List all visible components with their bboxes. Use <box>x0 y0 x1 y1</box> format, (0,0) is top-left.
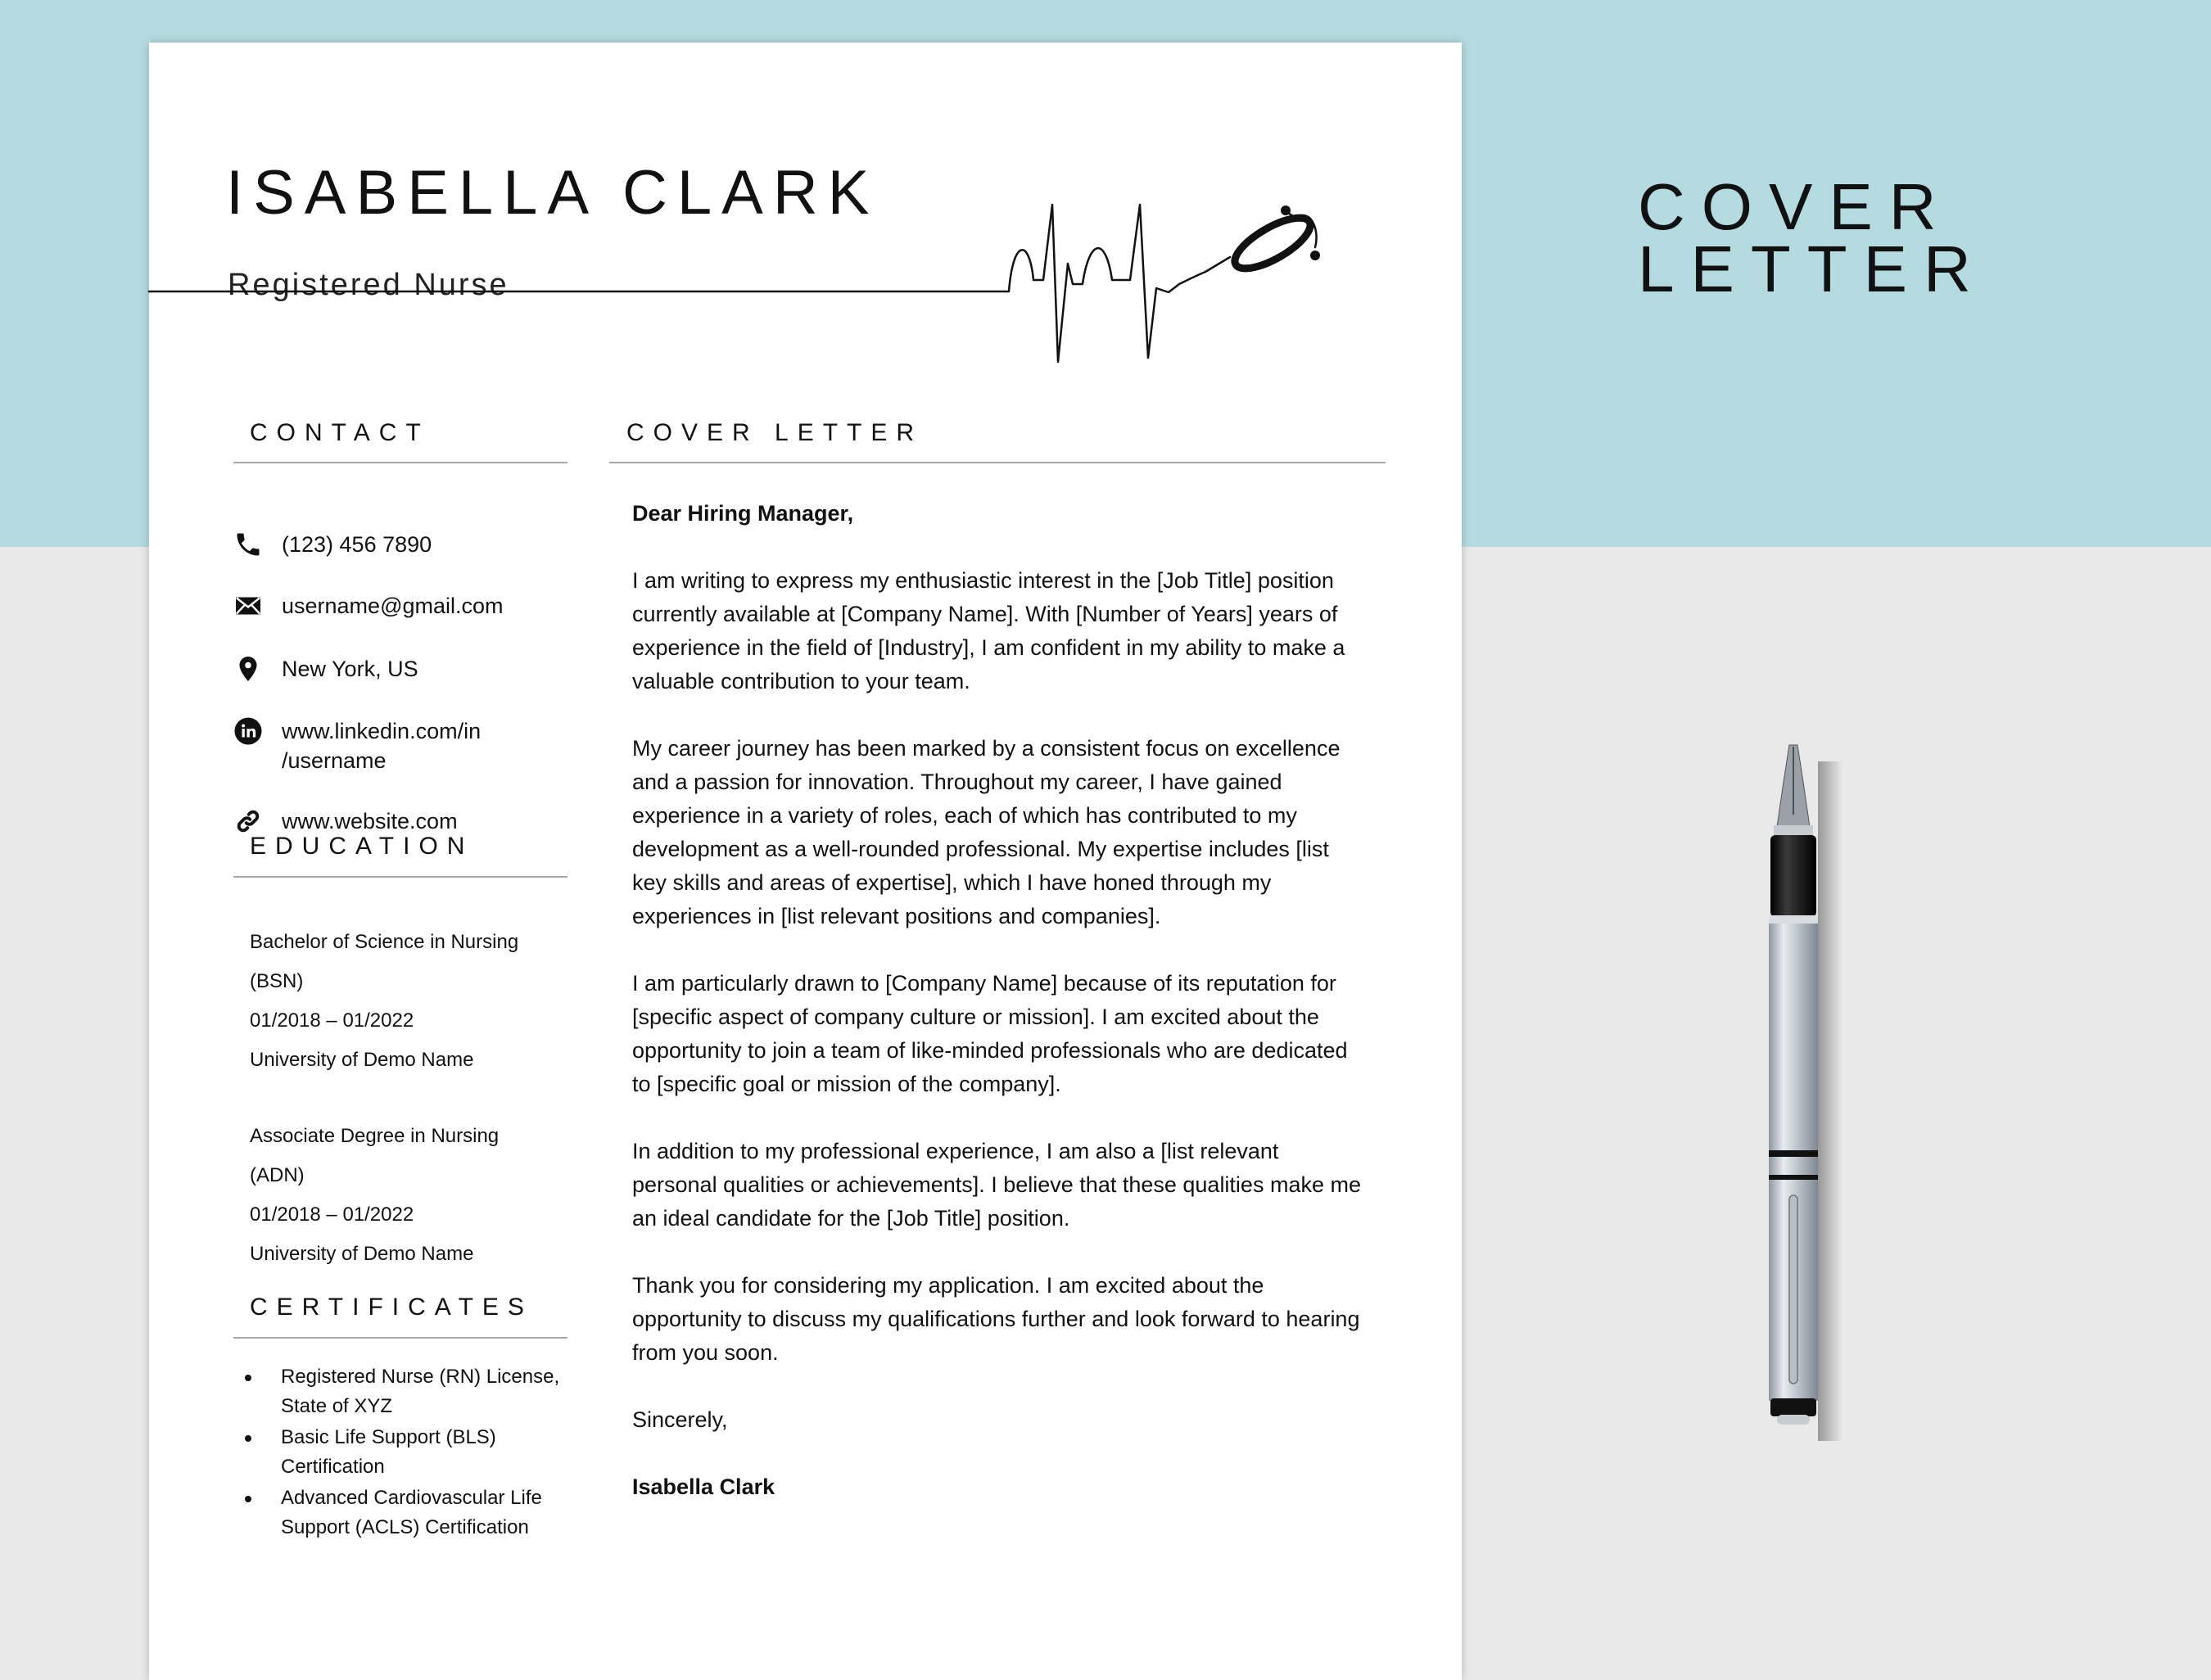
link-icon <box>233 806 263 836</box>
education-entry <box>250 1117 499 1274</box>
cover-letter-page <box>149 43 1462 1680</box>
contact-phone <box>233 530 432 559</box>
education-entry <box>250 923 518 1080</box>
email-address[interactable]: username@gmail.com <box>282 594 504 618</box>
cover-letter-heading: COVER LETTER <box>626 419 924 446</box>
salutation: Dear Hiring Manager, <box>632 501 854 526</box>
promo-title-line2: LETTER <box>1638 233 1987 305</box>
certificates-heading: CERTIFICATES <box>250 1294 533 1321</box>
school-name: University of Demo Name <box>250 1049 474 1071</box>
mail-icon <box>233 591 263 621</box>
degree-name: Associate Degree in Nursing <box>250 1125 500 1147</box>
contact-heading: CONTACT <box>250 419 430 446</box>
phone-icon <box>233 530 263 559</box>
list-item: Basic Life Support (BLS) Certification <box>241 1423 585 1482</box>
location-pin-icon <box>233 654 263 684</box>
contact-email <box>233 591 504 621</box>
contact-website <box>233 806 458 836</box>
list-item: Advanced Cardiovascular Life Support (ACLS) Certification <box>241 1484 585 1542</box>
contact-location <box>233 654 418 684</box>
letter-paragraph: In addition to my professional experience, I am also a [list relevant personal qualities or achievements]. I believe that these qualities make me an ideal candidate for the [Job Title] position. <box>632 1139 1361 1231</box>
candidate-name: ISABELLA CLARK <box>226 158 879 228</box>
certificates-list <box>241 1362 585 1544</box>
letter-body <box>632 497 1369 1538</box>
list-item: Registered Nurse (RN) License, State of XYZ <box>241 1362 585 1421</box>
certificates-divider <box>233 1337 567 1339</box>
letter-paragraph: Thank you for considering my application. I am excited about the opportunity to discuss my qualifications further and look forward to hearing from you soon. <box>632 1273 1360 1365</box>
closing: Sincerely, <box>632 1407 728 1432</box>
letter-paragraph: I am particularly drawn to [Company Name] because of its reputation for [specific aspect of company culture or mission]. I am excited about the opportunity to join a team of like-minded professionals who are dedicated to [specific goal or mission of the company]. <box>632 971 1348 1096</box>
contact-divider <box>233 462 567 463</box>
degree-dates: 01/2018 – 01/2022 <box>250 1204 414 1226</box>
promo-title-line1: COVER <box>1638 170 1953 243</box>
website-url[interactable]: www.website.com <box>282 809 458 833</box>
degree-name: Bachelor of Science in Nursing <box>250 931 519 953</box>
contact-linkedin <box>233 716 481 775</box>
linkedin-icon <box>233 716 263 746</box>
education-heading: EDUCATION <box>250 833 474 860</box>
fountain-pen-image <box>1744 737 1859 1441</box>
signature: Isabella Clark <box>632 1475 775 1499</box>
phone-number[interactable]: (123) 456 7890 <box>282 532 432 557</box>
letter-paragraph: I am writing to express my enthusiastic interest in the [Job Title] position currently available at [Company Name]. With [Number of Years] years of experience in the field of [Industry], I am confident in my ability to make a valuable contribution to your team. <box>632 568 1345 693</box>
heartbeat-stethoscope-icon <box>149 157 1336 378</box>
school-name: University of Demo Name <box>250 1243 474 1265</box>
education-divider <box>233 876 567 878</box>
candidate-title: Registered Nurse <box>228 268 509 302</box>
linkedin-url-line2: /username <box>282 748 387 773</box>
degree-dates: 01/2018 – 01/2022 <box>250 1009 414 1032</box>
degree-abbreviation: (BSN) <box>250 970 304 992</box>
degree-abbreviation: (ADN) <box>250 1164 305 1186</box>
linkedin-url[interactable] <box>282 716 481 775</box>
location-text: New York, US <box>282 657 418 681</box>
cover-letter-divider <box>609 462 1386 463</box>
promo-title <box>1638 170 1987 305</box>
linkedin-url-line1: www.linkedin.com/in <box>282 719 482 743</box>
letter-paragraph: My career journey has been marked by a consistent focus on excellence and a passion for innovation. Throughout my career, I have gained experience in a variety of roles, each of which has contributed to my development as a well-rounded professional. My expertise includes [list key skills and areas of expertise], which I have honed through my experiences in [list relevant positions and companies]. <box>632 736 1341 928</box>
